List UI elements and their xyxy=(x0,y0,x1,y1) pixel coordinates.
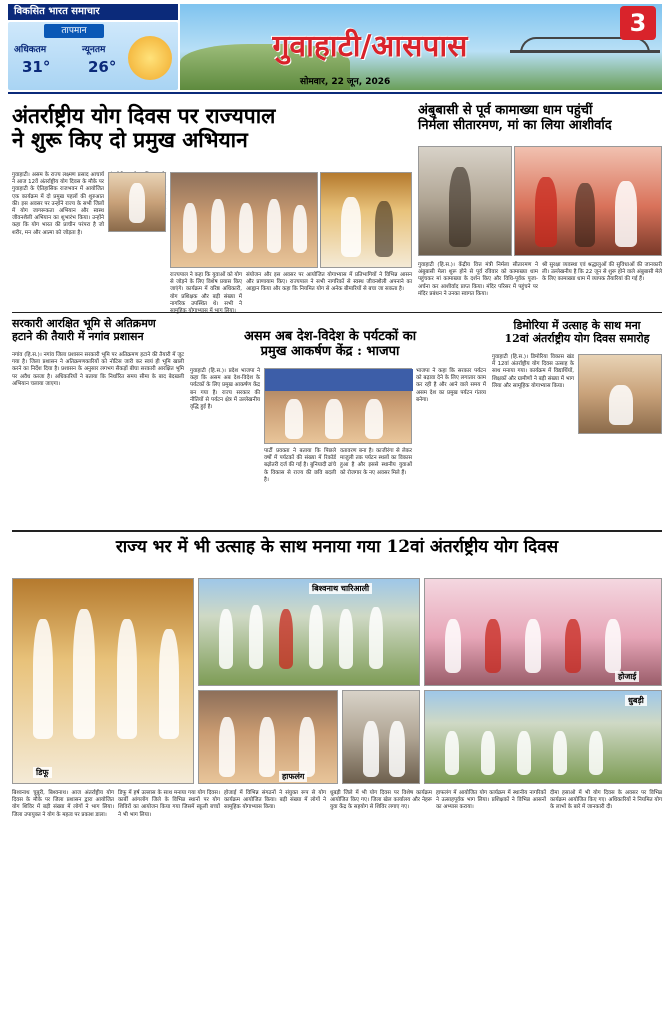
encroachment-body: नगांव (हि.स.)। नगांव जिला प्रशासन सरकारी भूमि पर अतिक्रमण हटाने की तैयारी में जुट गया है। जिला प्रशासन ने अतिक्रमणकारियों को नोटिस जारी कर स्वयं ही भूमि खाली करने का निर्देश दिया है। प्रशासन के अनुसार लगभग सैकड़ों बीघा सरकारी आरक्षित भूमि पर अवैध कब्जा है। अधिकारियों ने बताया कि निर्धारित समय सीमा के बाद बेदखली अभियान चलाया जाएगा। xyxy=(12,352,184,387)
masthead-rule xyxy=(8,92,662,94)
statewide-photo-haflong xyxy=(198,690,338,784)
page-title: गुवाहाटी/आसपास xyxy=(272,29,468,64)
bjp-body-col4: भाजपा ने कहा कि सरकार पर्यटन को बढ़ावा देने के लिए लगातार काम कर रही है और आने वाले समय में असम देश का प्रमुख पर्यटन गंतव्य बनेगा। xyxy=(416,368,486,403)
statewide-photo-diphu xyxy=(12,578,194,784)
min-temp-label: न्यूनतम xyxy=(82,45,106,55)
weather-title: तापमान xyxy=(44,24,104,38)
encroachment-headline-line2: हटाने की तैयारी में नगांव प्रशासन xyxy=(12,329,144,343)
lead-photo-yoga-hall xyxy=(170,172,318,268)
encroachment-headline xyxy=(12,318,184,343)
statewide-body-col2: डिफू में हर्ष उल्लास के साथ मनाया गया योग दिवस। कार्बी आंगलोंग जिले के विभिन्न स्थानों पर योग शिविरों का आयोजन किया गया जिसमें स्कूली बच्चों ने भी भाग लिया। xyxy=(118,790,220,818)
weather-box xyxy=(8,22,178,90)
statewide-body-col1: बिश्वनाथ चुबुरी, बिश्वनाथ। आज अंतर्राष्ट्रीय योग दिवस के मौके पर जिला प्रशासन द्वारा आयोजित योग शिविर में बड़ी संख्या में लोगों ने भाग लिया। जिला उपायुक्त ने योग के महत्व पर प्रकाश डाला। xyxy=(12,790,114,818)
lead-photo-governor xyxy=(320,172,412,268)
lead-headline-line2: ने शुरू किए दो प्रमुख अभियान xyxy=(12,127,248,153)
kamakhya-photo-right xyxy=(514,146,662,256)
kamakhya-headline xyxy=(418,104,662,134)
kamakhya-body-col1: गुवाहाटी (हि.स.)। केंद्रीय वित्त मंत्री निर्मला सीतारमण ने अंबुबासी मेला शुरू होने से पूर्व रविवार को कामाख्या धाम पहुंचकर मां कामाख्या के दर्शन किए और विधि-पूर्वक पूजा-अर्चना कर आशीर्वाद प्राप्त किया। मंदिर परिसर में पहुंचने पर मंदिर प्रबंधन ने उनका स्वागत किया। xyxy=(418,262,538,297)
statewide-photo-biswanath xyxy=(198,578,420,686)
bjp-body-col2: पार्टी प्रवक्ता ने बताया कि पिछले वर्षों में पर्यटकों की संख्या में रिकॉर्ड बढ़ोतरी दर्ज की गई है। बुनियादी ढांचे के विकास से राज्य की छवि बदली है। xyxy=(264,448,336,483)
dimoria-headline-line1: डिमोरिया में उत्साह के साथ मना xyxy=(513,319,641,332)
photo-label-dhubri: धुबड़ी xyxy=(625,695,647,706)
statewide-photo-crowd xyxy=(342,690,420,784)
dimoria-body: गुवाहाटी (हि.स.)। डिमोरिया विकास खंड में 12वां अंतर्राष्ट्रीय योग दिवस उत्साह के साथ मनाया गया। कार्यक्रम में विद्यार्थियों, शिक्षकों और ग्रामीणों ने बड़ी संख्या में भाग लिया और सामूहिक योगाभ्यास किया। xyxy=(492,354,574,389)
bjp-headline xyxy=(190,330,470,360)
edition-tag: विकसित भारत समाचार xyxy=(8,4,178,20)
lead-body-col4: संयोजन और इस अवसर पर आयोजित योगाभ्यास में प्रतिभागियों ने विभिन्न आसन और प्राणायाम किए। राज्यपाल ने सभी नागरिकों से स्वस्थ जीवनशैली अपनाने का आह्वान किया और कहा कि नियमित योग से अनेक बीमारियों से बचा जा सकता है। xyxy=(246,272,412,293)
lead-headline xyxy=(12,104,412,152)
photo-label-diphu: डिफू xyxy=(33,767,52,778)
kamakhya-headline-line1: अंबुबासी से पूर्व कामाख्या धाम पहुंचीं xyxy=(418,103,593,118)
bjp-body-col1: गुवाहाटी (हि.स.)। प्रदेश भाजपा ने कहा कि असम अब देश-विदेश के पर्यटकों के लिए प्रमुख आकर्षण केंद्र बन गया है। राज्य सरकार की नीतियों से पर्यटन क्षेत्र में उल्लेखनीय वृद्धि हुई है। xyxy=(190,368,260,411)
masthead-banner xyxy=(180,4,662,90)
lead-body-col1: गुवाहाटी। असम के राज्य लक्ष्मण प्रसाद आचार्य ने आज 12वें अंतर्राष्ट्रीय योग दिवस के मौके पर गुवाहाटी के ऐतिहासिक राजभवन में आयोजित एक कार्यक्रम में दो प्रमुख पहलों की शुरुआत की। इस अवसर पर उन्होंने राज्य के सभी जिलों में योग जागरूकता अभियान और स्वस्थ जीवनशैली अभियान का शुभारंभ किया। उन्होंने कहा कि योग भारत की प्राचीन परंपरा है जो शरीर, मन और आत्मा को जोड़ता है। xyxy=(12,172,104,236)
dimoria-headline-line2: 12वां अंतर्राष्ट्रीय योग दिवस समारोह xyxy=(504,331,650,345)
photo-label-hojai: होजाई xyxy=(615,671,639,682)
statewide-headline: राज्य भर में भी उत्साह के साथ मनाया गया 12वां अंतर्राष्ट्रीय योग दिवस xyxy=(115,537,559,557)
bridge-illustration xyxy=(510,50,660,80)
page-number: 3 xyxy=(620,6,656,40)
lead-body-col3: राज्यपाल ने कहा कि युवाओं को योग से जोड़ने के लिए विशेष प्रयास किए जाएंगे। कार्यक्रम में वरिष्ठ अधिकारी, योग प्रशिक्षक और बड़ी संख्या में नागरिक उपस्थित थे। सभी ने xyxy=(170,272,242,307)
kamakhya-headline-line2: निर्मला सीतारमण, मां का लिया आशीर्वाद xyxy=(418,117,612,133)
dateline: सोमवार, 22 जून, 2026 xyxy=(300,77,391,87)
statewide-body-col4: धुबड़ी जिले में भी योग दिवस पर विशेष कार्यक्रम आयोजित किए गए। जिला खेल कार्यालय और नेहरू युवा केंद्र के सहयोग से शिविर लगाए गए। xyxy=(330,790,432,811)
kamakhya-body-col2: श्री सुरक्षा व्यवस्था एवं श्रद्धालुओं की सुविधाओं की जानकारी ली। उल्लेखनीय है कि 22 जून से शुरू होने वाले अंबुबासी मेले के लिए कामाख्या धाम में व्यापक तैयारियां की गई हैं। xyxy=(542,262,662,283)
dimoria-photo xyxy=(578,354,662,434)
photo-label-biswanath: बिश्वनाथ चारिआली xyxy=(309,583,372,594)
bjp-headline-line2: प्रमुख आकर्षण केंद्र : भाजपा xyxy=(260,343,400,359)
lead-photo-small xyxy=(108,172,166,232)
statewide-body-col6: दीमा हसाओ में भी योग दिवस के अवसर पर विभिन्न कार्यक्रम आयोजित किए गए। अधिकारियों ने नियमित योग के लाभों के बारे में जानकारी दी। xyxy=(550,790,662,811)
statewide-photo-dhubri xyxy=(424,690,662,784)
encroachment-headline-line1: सरकारी आरक्षित भूमि से अतिक्रमण xyxy=(12,317,156,330)
bjp-headline-line1: असम अब देश-विदेश के पर्यटकों का xyxy=(243,329,417,344)
lead-headline-line1: अंतर्राष्ट्रीय योग दिवस पर राज्यपाल xyxy=(12,103,276,128)
bjp-body-col3: वतावरण बना है। काजीरंगा से लेकर माजुली तक पर्यटन स्थलों का विकास हुआ है और इससे स्थानीय युवाओं को रोजगार के नए अवसर मिले हैं। xyxy=(340,448,412,476)
photo-label-haflong: हाफलंग xyxy=(279,771,307,782)
statewide-body-col5: हाफलंग में आयोजित योग कार्यक्रम में स्थानीय नागरिकों ने उत्साहपूर्वक भाग लिया। प्रशिक्षकों ने विभिन्न आसनों का अभ्यास कराया। xyxy=(436,790,546,811)
statewide-photo-hojai xyxy=(424,578,662,686)
sun-icon xyxy=(128,36,172,80)
bjp-press-photo xyxy=(264,368,412,444)
kamakhya-photo-left xyxy=(418,146,512,256)
max-temp-value: 31° xyxy=(22,58,51,76)
min-temp-value: 26° xyxy=(88,58,117,76)
statewide-body-col3: होजाई में विभिन्न संगठनों ने संयुक्त रूप से योग कार्यक्रम आयोजित किया। बड़ी संख्या में लोगों ने सामूहिक योगाभ्यास किया। xyxy=(224,790,326,811)
masthead xyxy=(8,4,662,90)
max-temp-label: अधिकतम xyxy=(14,45,47,55)
dimoria-headline xyxy=(492,320,662,345)
section-divider-1 xyxy=(12,312,662,313)
section-divider-2 xyxy=(12,530,662,532)
